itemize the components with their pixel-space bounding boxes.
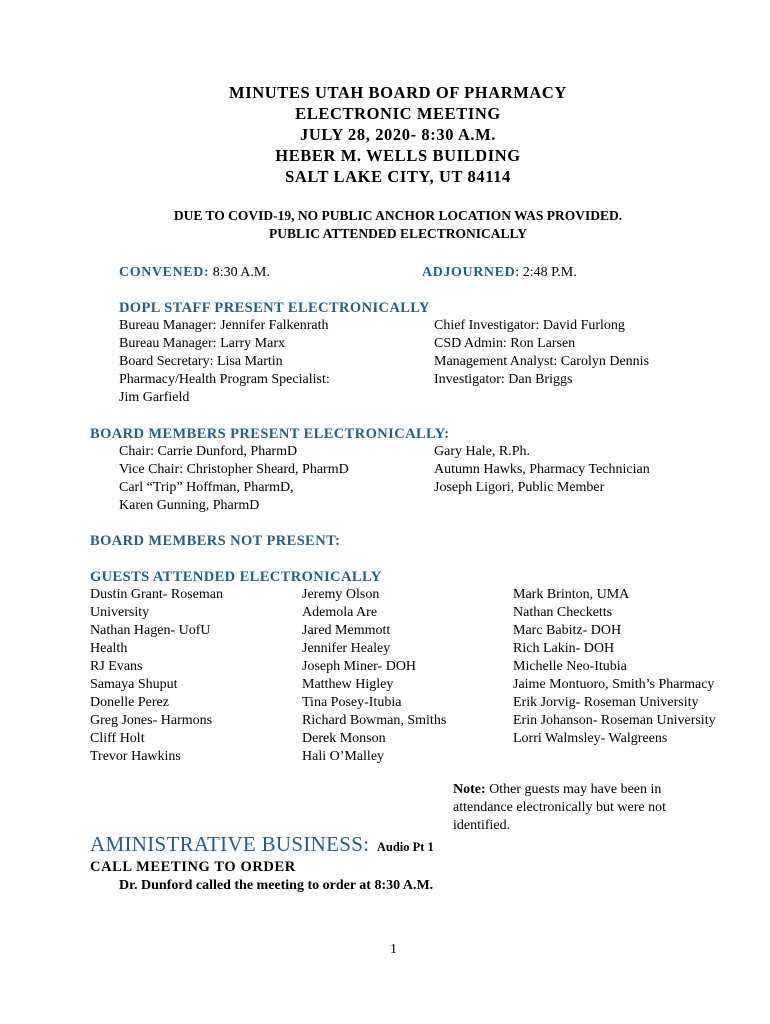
list-item: Autumn Hawks, Pharmacy Technician: [434, 462, 650, 477]
board-present-right-list: [434, 443, 650, 497]
document-title: [0, 82, 770, 187]
list-item: Rich Lakin- DOH: [513, 641, 615, 656]
list-item: Tina Posey-Itubia: [302, 695, 402, 710]
list-item: Samaya Shuput: [90, 677, 178, 692]
notice-line: PUBLIC ATTENDED ELECTRONICALLY: [268, 226, 528, 241]
title-line: MINUTES UTAH BOARD OF PHARMACY: [229, 83, 567, 102]
convened-label: CONVENED:: [119, 265, 210, 280]
list-item: Lorri Walmsley- Walgreens: [513, 731, 668, 746]
guests-col-3: [513, 586, 716, 748]
list-item: Jeremy Olson: [302, 587, 380, 602]
dopl-staff-left-list: [119, 317, 330, 407]
convened-time: 8:30 A.M.: [209, 265, 270, 280]
list-item: Cliff Holt: [90, 731, 145, 746]
list-item: Greg Jones- Harmons: [90, 713, 213, 728]
note-label: Note:: [453, 782, 486, 797]
attendance-note: [453, 781, 693, 835]
list-item: Joseph Ligori, Public Member: [434, 480, 605, 495]
list-item: Jaime Montuoro, Smith’s Pharmacy: [513, 677, 715, 692]
list-item: Health: [90, 641, 128, 656]
list-item: University: [90, 605, 150, 620]
page-number: 1: [390, 942, 397, 957]
adjourned-sep: :: [515, 265, 520, 280]
list-item: Jennifer Healey: [302, 641, 391, 656]
list-item: Matthew Higley: [302, 677, 394, 692]
notice-line: DUE TO COVID-19, NO PUBLIC ANCHOR LOCATION WAS PROVIDED.: [173, 208, 623, 223]
board-present-left-list: [119, 443, 349, 515]
title-line: ELECTRONIC MEETING: [295, 104, 501, 123]
dopl-staff-right-list: [434, 317, 649, 389]
list-item: Jim Garfield: [119, 390, 190, 405]
list-item: Karen Gunning, PharmD: [119, 498, 260, 513]
board-not-present-heading: BOARD MEMBERS NOT PRESENT:: [90, 533, 341, 549]
list-item: Jared Memmott: [302, 623, 391, 638]
list-item: Management Analyst: Carolyn Dennis: [434, 354, 650, 369]
list-item: CSD Admin: Ron Larsen: [434, 336, 576, 351]
list-item: Michelle Neo-Itubia: [513, 659, 627, 674]
list-item: Nathan Checketts: [513, 605, 613, 620]
list-item: Gary Hale, R.Ph.: [434, 444, 531, 459]
call-to-order-text: Dr. Dunford called the meeting to order at 8:30 A.M.: [119, 878, 434, 893]
list-item: Marc Babitz- DOH: [513, 623, 622, 638]
list-item: Ademola Are: [302, 605, 378, 620]
list-item: Donelle Perez: [90, 695, 169, 710]
list-item: Dustin Grant- Roseman: [90, 587, 223, 602]
list-item: Trevor Hawkins: [90, 749, 181, 764]
list-item: Chief Investigator: David Furlong: [434, 318, 625, 333]
title-line: HEBER M. WELLS BUILDING: [275, 146, 521, 165]
list-item: Erik Jorvig- Roseman University: [513, 695, 699, 710]
call-to-order-heading: CALL MEETING TO ORDER: [90, 859, 296, 875]
list-item: Derek Monson: [302, 731, 386, 746]
dopl-staff-heading: DOPL STAFF PRESENT ELECTRONICALLY: [119, 300, 430, 316]
list-item: Bureau Manager: Larry Marx: [119, 336, 285, 351]
adjourned-line: [422, 264, 577, 282]
list-item: Chair: Carrie Dunford, PharmD: [119, 444, 298, 459]
list-item: Mark Brinton, UMA: [513, 587, 630, 602]
covid-notice: [0, 207, 770, 243]
list-item: Bureau Manager: Jennifer Falkenrath: [119, 318, 329, 333]
administrative-business-title: AMINISTRATIVE BUSINESS:: [90, 832, 370, 856]
list-item: Richard Bowman, Smiths: [302, 713, 447, 728]
list-item: Hali O’Malley: [302, 749, 385, 764]
convened-line: [119, 264, 270, 282]
guests-col-1: [90, 586, 223, 766]
guests-col-2: [302, 586, 446, 766]
list-item: Carl “Trip” Hoffman, PharmD,: [119, 480, 294, 495]
list-item: Erin Johanson- Roseman University: [513, 713, 716, 728]
list-item: Vice Chair: Christopher Sheard, PharmD: [119, 462, 349, 477]
list-item: RJ Evans: [90, 659, 143, 674]
list-item: Nathan Hagen- UofU: [90, 623, 211, 638]
title-line: SALT LAKE CITY, UT 84114: [285, 167, 511, 186]
list-item: Joseph Miner- DOH: [302, 659, 417, 674]
adjourned-time: 2:48 P.M.: [519, 265, 577, 280]
list-item: Pharmacy/Health Program Specialist:: [119, 372, 330, 387]
audio-reference: Audio Pt 1: [376, 840, 434, 854]
title-line: JULY 28, 2020- 8:30 A.M.: [299, 125, 497, 144]
adjourned-label: ADJOURNED: [422, 265, 516, 280]
list-item: Board Secretary: Lisa Martin: [119, 354, 283, 369]
administrative-business-heading: [90, 832, 434, 857]
guests-heading: GUESTS ATTENDED ELECTRONICALLY: [90, 569, 382, 585]
note-text: Other guests may have been in attendance electronically but were not identified.: [453, 782, 667, 833]
board-present-heading: BOARD MEMBERS PRESENT ELECTRONICALLY:: [90, 426, 450, 442]
list-item: Investigator: Dan Briggs: [434, 372, 573, 387]
